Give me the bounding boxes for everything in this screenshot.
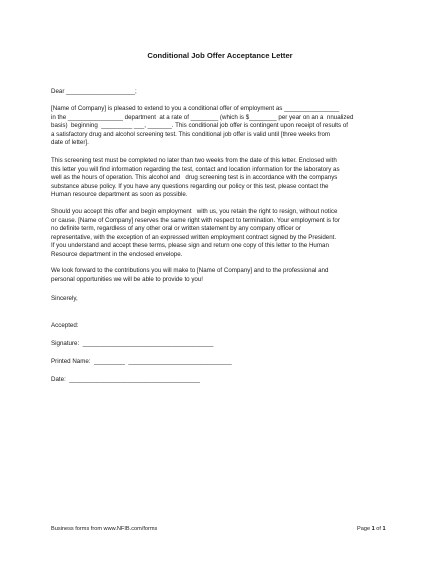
paragraph-line: substance abuse policy. If you have any questions regarding our policy or this test, please contact the <box>51 182 329 190</box>
paragraph-line: a satisfactory drug and alcohol screening test. This conditional job offer is valid until [three weeks from <box>51 130 331 138</box>
paragraph-line: basis) beginning _________ ___, _______. This conditional job offer is contingent upon receipt of results of <box>51 122 348 129</box>
paragraph-line: Should you accept this offer and begin employment with us, you retain the right to resign, without notice <box>51 208 338 215</box>
document-title: Conditional Job Offer Acceptance Letter <box>147 51 293 60</box>
paragraph-line: date of letter]. <box>51 139 89 146</box>
paragraph-line: this letter you will find information regarding the test, contact and location information for the laboratory as <box>51 165 340 173</box>
accepted-label: Accepted: <box>51 322 79 329</box>
paragraph-screening <box>51 157 391 200</box>
paragraph-offer <box>51 105 391 148</box>
paragraph-line: If you understand and accept these terms, please sign and return one copy of this letter to the Human <box>51 242 329 249</box>
paragraph-closing <box>51 267 391 284</box>
paragraph-line: Human resource department as soon as possible. <box>51 191 188 198</box>
page-prefix: Page <box>357 526 372 532</box>
signature-field[interactable]: Signature: ______________________________________ <box>51 340 214 347</box>
paragraph-line: representative, with the exception of an expressed written employment contract signed by the President. <box>51 233 337 241</box>
page-current: 1 <box>371 526 375 532</box>
paragraph-line: We look forward to the contributions you will make to [Name of Company] and to the professional and <box>51 267 329 274</box>
date-field[interactable]: Date: ______________________________________ <box>51 376 200 383</box>
salutation <box>51 88 391 97</box>
paragraph-line: Resource department in the enclosed envelope. <box>51 250 183 258</box>
paragraph-line: in the ________________ department at a rate of ________ (which is $________ per year on an a nnualized <box>51 113 354 121</box>
page-of: of <box>374 526 383 532</box>
paragraph-terms <box>51 208 391 259</box>
closing-text: Sincerely, <box>51 295 78 302</box>
paragraph-line: This screening test must be completed no later than two weeks from the date of this letter. Enclosed with <box>51 157 337 164</box>
paragraph-line: well as the hours of operation. This alcohol and drug screening test is in accordance with the companys <box>51 174 338 181</box>
dear-line: Dear ____________________; <box>51 88 137 95</box>
paragraph-line: [Name of Company] is pleased to extend to you a conditional offer of employment as ________________ <box>51 105 340 112</box>
page-total: 1 <box>382 526 386 532</box>
footer-source: Business forms from www.NFIB.com/forms <box>51 526 158 532</box>
paragraph-line: or cause. [Name of Company] reserves the same right with respect to termination. Your employment is for <box>51 216 340 224</box>
paragraph-line: personal opportunities we will be able to provide to you! <box>51 275 204 283</box>
paragraph-line: no definite term, regardless of any other oral or written statement by any company officer or <box>51 225 301 232</box>
printed-name-field[interactable]: Printed Name: _________ ______________________________ <box>51 358 232 365</box>
page-number <box>357 526 386 532</box>
